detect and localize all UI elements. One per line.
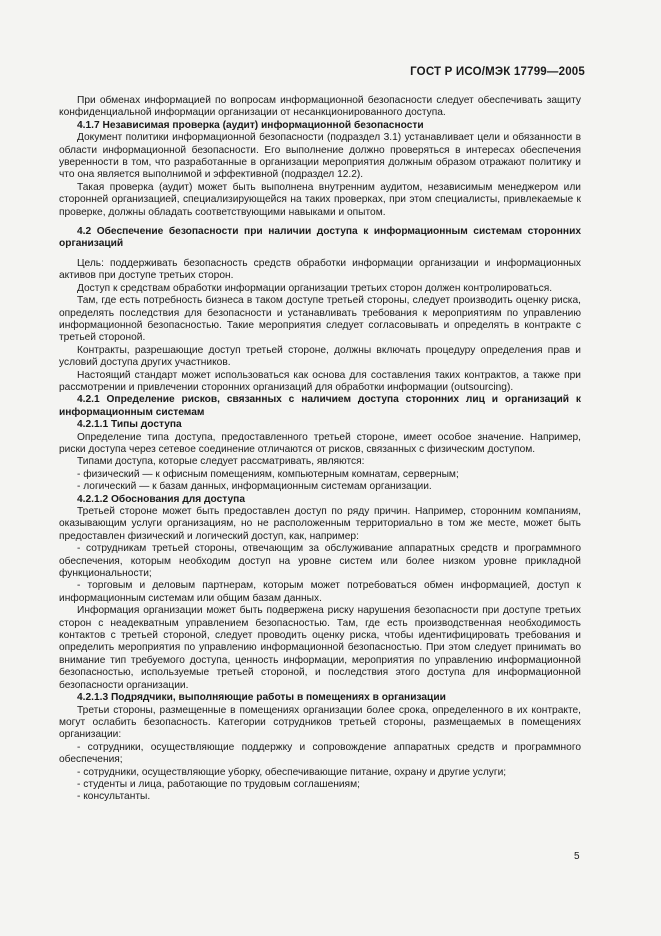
document-body xyxy=(59,95,581,804)
paragraph: - консультанты. xyxy=(77,791,151,803)
paragraph: Доступ к средствам обработки информации организации третьих сторон должен контролироваться. xyxy=(77,282,553,294)
paragraph: Цель: поддерживать безопасность средств обработки информации организации и информационных активов при доступе третьих сторон. xyxy=(59,257,581,282)
paragraph: Информация организации может быть подвержена риску нарушения безопасности при доступе третьих сторон с неадекватным управлением безопасностью. Там, где есть производственная необходимость контактов с третьей стороной, следует проводить оценку риска, чтобы идентифицировать требования и определить мероприятия по управлению информационной безопасностью. При этом следует принимать во внимание тип требуемого доступа, ценность информации, мероприятия по управлению информационной безопасностью, используемые третьей стороной, и последствия этого доступа для информационной безопасности организации. xyxy=(59,605,581,691)
section-heading: 4.2.1 Определение рисков, связанных с наличием доступа сторонних лиц и организаций к информационным системам xyxy=(59,394,581,418)
paragraph: Такая проверка (аудит) может быть выполнена внутренним аудитом, независимым менеджером или сторонней организацией, специализирующейся на таких проверках, при этом специалисты, привлекаемые к проверке, должны обладать соответствующими навыками и опытом. xyxy=(59,181,581,218)
paragraph: Третьей стороне может быть предоставлен доступ по ряду причин. Например, сторонним компаниям, оказывающим услуги организациям, но не расположенным территориально в том же месте, может быть предоставлен физический и логический доступ, как, например: xyxy=(59,506,581,542)
paragraph: Определение типа доступа, предоставленного третьей стороне, имеет особое значение. Например, риски доступа через сетевое соединение отличаются от рисков, связанных с физическим доступом. xyxy=(59,431,581,455)
paragraph: Третьи стороны, размещенные в помещениях организации более срока, определенного в их контракте, могут ослабить безопасность. Категории сотрудников третьей стороны, размещаемых в помещениях организации: xyxy=(59,704,581,741)
paragraph: - физический — к офисным помещениям, компьютерным комнатам, серверным; xyxy=(77,468,459,480)
paragraph: Контракты, разрешающие доступ третьей стороне, должны включать процедуру определения прав и условий доступа других участников. xyxy=(59,344,581,369)
section-heading: 4.2.1.1 Типы доступа xyxy=(77,419,182,431)
paragraph: - сотрудникам третьей стороны, отвечающим за обслуживание аппаратных средств и программного обеспечения, которым необходим доступ на уровне систем или более низком уровне прикладной функциональности; xyxy=(59,543,581,580)
section-heading: 4.2.1.3 Подрядчики, выполняющие работы в помещениях в организации xyxy=(77,692,446,704)
paragraph: - логический — к базам данных, информационным системам организации. xyxy=(77,481,432,493)
paragraph: Документ политики информационной безопасности (подраздел 3.1) устанавливает цели и обязанности в области информационной безопасности. Его выполнение должно проверяться в интересах обеспечения уверенности в том, что разработанные в организации мероприятия должным образом отражают политику и что она является выполнимой и эффективной (подраздел 12.2). xyxy=(59,132,581,181)
paragraph: - сотрудники, осуществляющие поддержку и сопровождение аппаратных средств и программного обеспечения; xyxy=(59,741,581,766)
standard-header: ГОСТ Р ИСО/МЭК 17799—2005 xyxy=(410,66,585,78)
section-heading: 4.2.1.2 Обоснования для доступа xyxy=(77,493,245,505)
paragraph: Настоящий стандарт может использоваться как основа для составления таких контрактов, а также при рассмотрении и привлечении сторонних организаций для обработки информации (outsourcing). xyxy=(59,369,581,393)
paragraph: - торговым и деловым партнерам, которым может потребоваться обмен информацией, доступ к информационным системам или общим базам данных. xyxy=(59,580,581,604)
paragraph: Там, где есть потребность бизнеса в таком доступе третьей стороны, следует производить оценку риска, определять последствия для безопасности и устанавливать требования к мероприятиям по управлению информационной безопасностью. Такие мероприятия следует согласовывать и определять в контракте с третьей стороной. xyxy=(59,295,581,344)
paragraph: - студенты и лица, работающие по трудовым соглашениям; xyxy=(77,778,360,790)
section-heading: 4.2 Обеспечение безопасности при наличии доступа к информационным системам сторонних организаций xyxy=(59,226,581,250)
paragraph: - сотрудники, осуществляющие уборку, обеспечивающие питание, охрану и другие услуги; xyxy=(77,766,507,778)
paragraph: Типами доступа, которые следует рассматривать, являются: xyxy=(77,456,365,468)
section-heading: 4.1.7 Независимая проверка (аудит) информационной безопасности xyxy=(77,119,424,131)
paragraph: При обменах информацией по вопросам информационной безопасности следует обеспечивать защиту конфиденциальной информации организации от несанкционированного доступа. xyxy=(59,95,581,119)
page-number: 5 xyxy=(574,851,580,862)
